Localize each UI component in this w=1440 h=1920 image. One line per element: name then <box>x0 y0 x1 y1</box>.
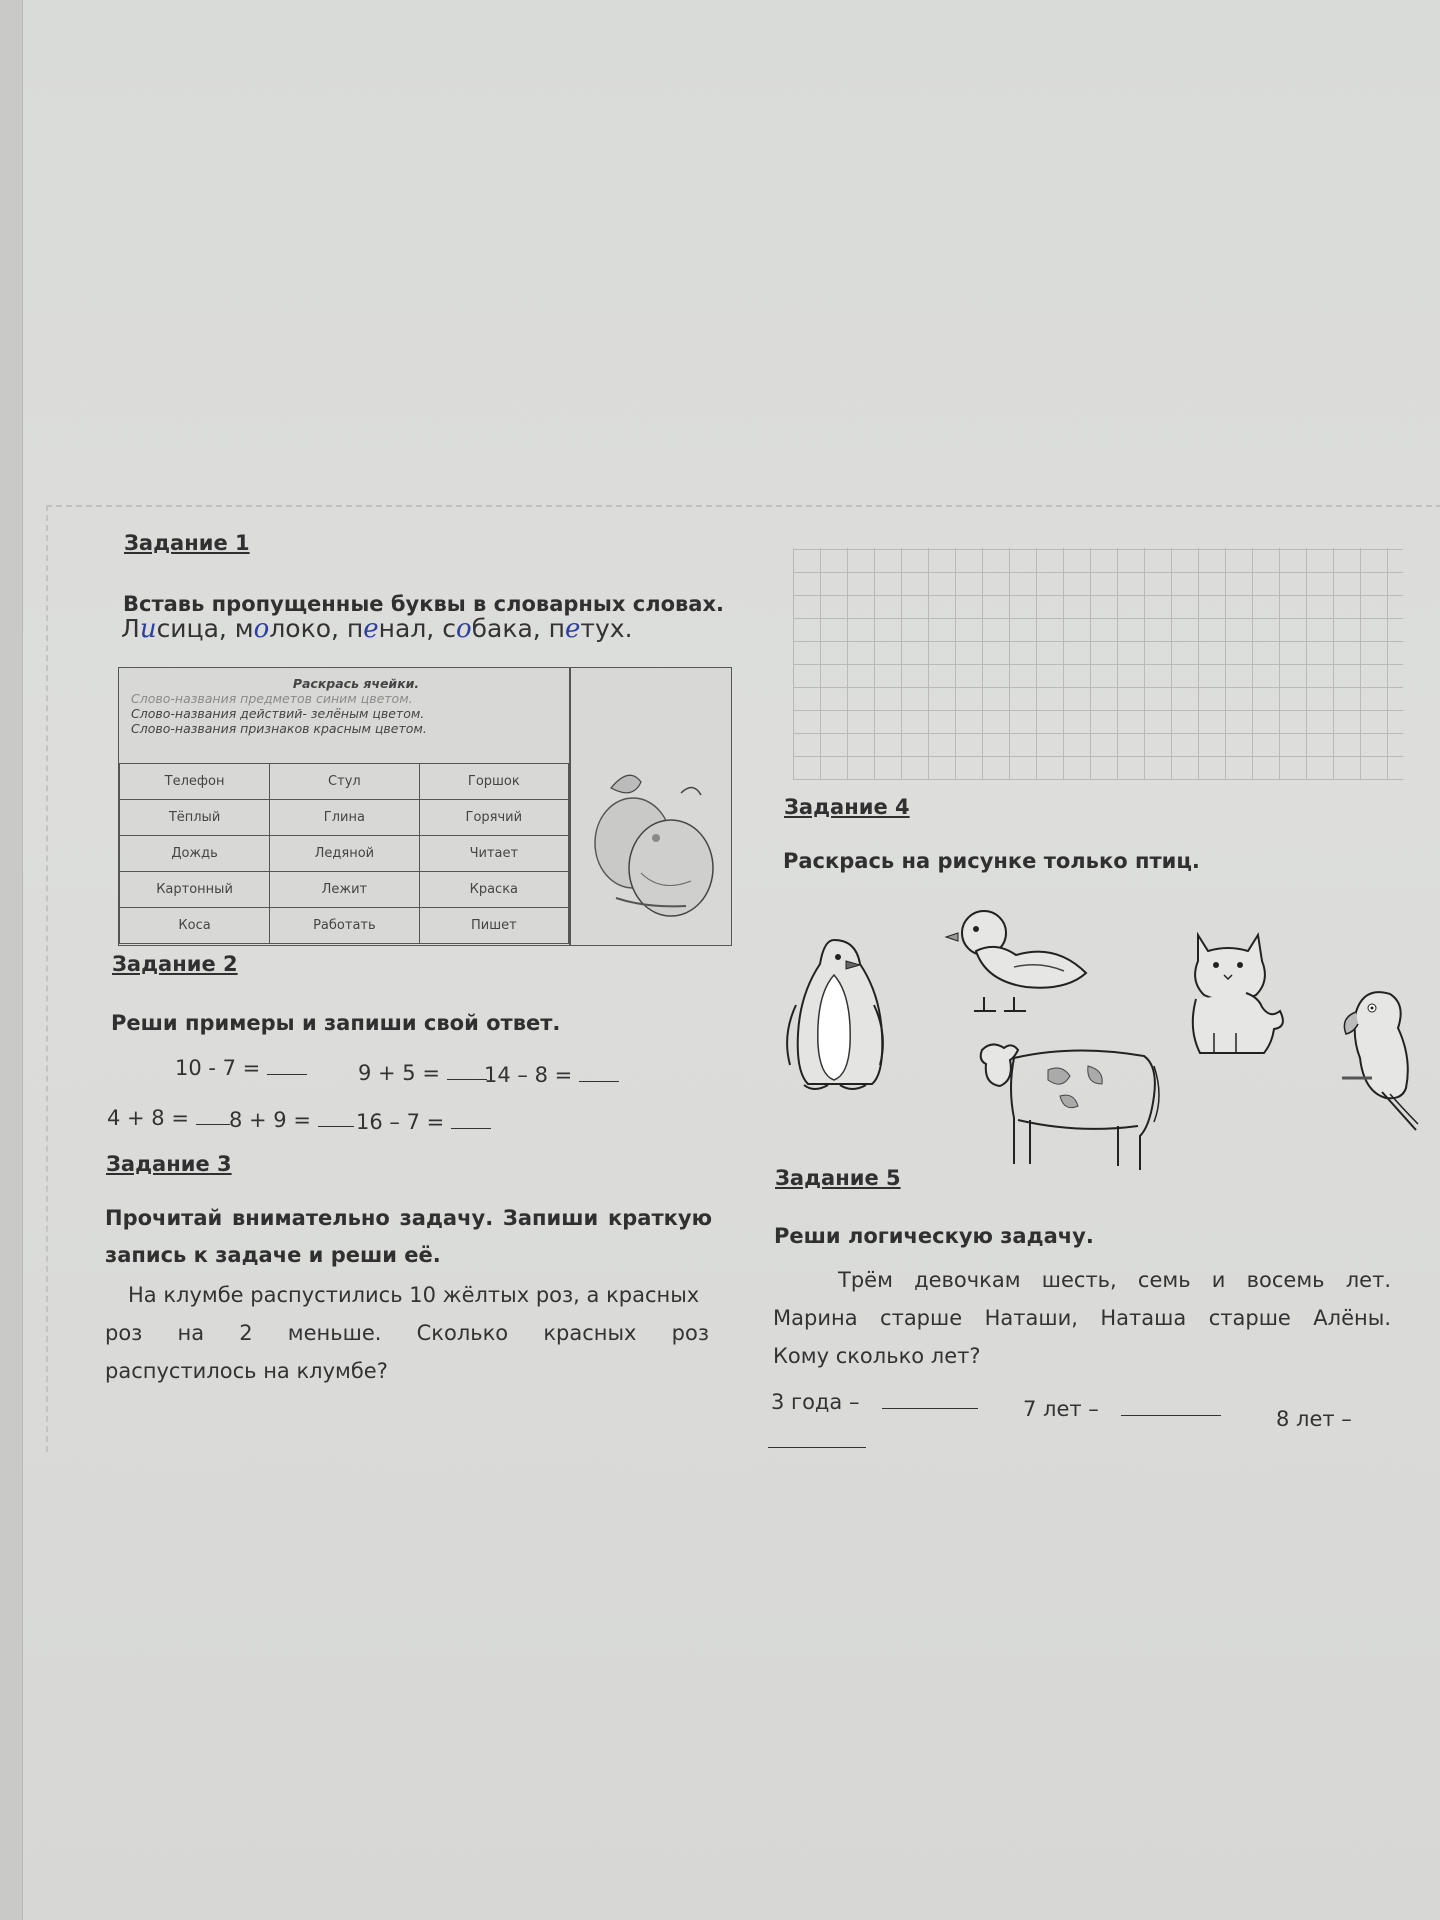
task5-text-line1: Трём девочкам шесть, семь и восемь лет. <box>838 1268 1391 1292</box>
coloring-words-grid <box>119 763 569 944</box>
answer-blank[interactable] <box>882 1408 978 1409</box>
answer-blank[interactable] <box>768 1447 866 1448</box>
answer-blank[interactable] <box>318 1126 354 1127</box>
task3-question-line1: Прочитай внимательно задачу. Запиши краткую <box>105 1206 712 1230</box>
example-1: 10 - 7 = <box>175 1056 307 1080</box>
table-cell[interactable]: Ледяной <box>270 836 420 872</box>
coloring-rule-1: Слово-названия предметов синим цветом. <box>131 691 413 706</box>
table-cell[interactable]: Коса <box>120 908 270 944</box>
table-cell[interactable]: Дождь <box>120 836 270 872</box>
table-cell[interactable]: Телефон <box>120 764 270 800</box>
answer-age-8: 8 лет – <box>1276 1407 1352 1431</box>
task5-text-line3: Кому сколько лет? <box>773 1344 981 1368</box>
chick-icon[interactable] <box>944 905 1090 1017</box>
table-cell[interactable]: Картонный <box>120 872 270 908</box>
penguin-icon[interactable] <box>774 935 896 1095</box>
table-cell[interactable]: Лежит <box>270 872 420 908</box>
example-4: 4 + 8 = <box>107 1106 230 1130</box>
task3-question-line2: запись к задаче и реши её. <box>105 1243 441 1267</box>
answer-blank[interactable] <box>267 1074 307 1075</box>
table-row <box>120 872 569 908</box>
apple-pieces-icon <box>571 668 731 945</box>
squared-grid <box>793 548 1403 780</box>
task5-text-line2: Марина старше Наташи, Наташа старше Алёны. <box>773 1306 1391 1330</box>
paper-edge <box>0 0 23 1920</box>
task3-text-line1: На клумбе распустились 10 жёлтых роз, а красных <box>128 1283 700 1307</box>
table-cell[interactable]: Стул <box>270 764 420 800</box>
example-5: 8 + 9 = <box>229 1108 354 1132</box>
table-row <box>120 836 569 872</box>
answer-blank[interactable] <box>447 1079 487 1080</box>
parrot-icon[interactable] <box>1332 982 1424 1132</box>
task3-text-line3: распустилось на клумбе? <box>105 1359 388 1383</box>
cell-illustration-area <box>571 668 731 945</box>
table-row <box>120 800 569 836</box>
answer-age-3: 3 года – <box>771 1390 978 1414</box>
task5-heading: Задание 5 <box>775 1166 901 1190</box>
table-cell[interactable]: Горшок <box>419 764 568 800</box>
task3-text-line2: роз на 2 меньше. Сколько красных роз <box>105 1321 709 1345</box>
task1-heading: Задание 1 <box>124 531 250 555</box>
answer-blank[interactable] <box>1121 1415 1221 1416</box>
example-3: 14 – 8 = <box>484 1063 619 1087</box>
task4-question: Раскрась на рисунке только птиц. <box>783 849 1200 873</box>
answer-age-7: 7 лет – <box>1023 1397 1221 1421</box>
task5-question: Реши логическую задачу. <box>774 1224 1094 1248</box>
table-cell[interactable]: Глина <box>270 800 420 836</box>
table-cell[interactable]: Тёплый <box>120 800 270 836</box>
coloring-instructions <box>131 676 581 736</box>
answer-blank[interactable] <box>196 1124 230 1125</box>
table-cell[interactable]: Пишет <box>419 908 568 944</box>
task1-words: Лисица, молоко, пенал, собака, петух. <box>121 614 633 644</box>
example-2: 9 + 5 = <box>358 1061 487 1085</box>
table-cell[interactable]: Горячий <box>419 800 568 836</box>
table-cell[interactable]: Краска <box>419 872 568 908</box>
answer-blank[interactable] <box>579 1081 619 1082</box>
table-cell[interactable]: Читает <box>419 836 568 872</box>
task3-heading: Задание 3 <box>106 1152 232 1176</box>
table-cell[interactable]: Работать <box>270 908 420 944</box>
coloring-rule-2: Слово-названия действий- зелёным цветом. <box>131 706 425 721</box>
answer-blank[interactable] <box>451 1128 491 1129</box>
coloring-title: Раскрась ячейки. <box>292 676 420 691</box>
table-row <box>120 764 569 800</box>
table-row <box>120 908 569 944</box>
task4-heading: Задание 4 <box>784 795 910 819</box>
kitten-icon[interactable] <box>1178 925 1284 1061</box>
coloring-table <box>118 667 732 946</box>
task2-question: Реши примеры и запиши свой ответ. <box>111 1011 561 1035</box>
task1-question: Вставь пропущенные буквы в словарных словах. <box>123 592 725 616</box>
coloring-rule-3: Слово-названия признаков красным цветом. <box>131 721 427 736</box>
task2-heading: Задание 2 <box>112 952 238 976</box>
example-6: 16 – 7 = <box>356 1110 491 1134</box>
cow-icon[interactable] <box>968 1036 1164 1174</box>
